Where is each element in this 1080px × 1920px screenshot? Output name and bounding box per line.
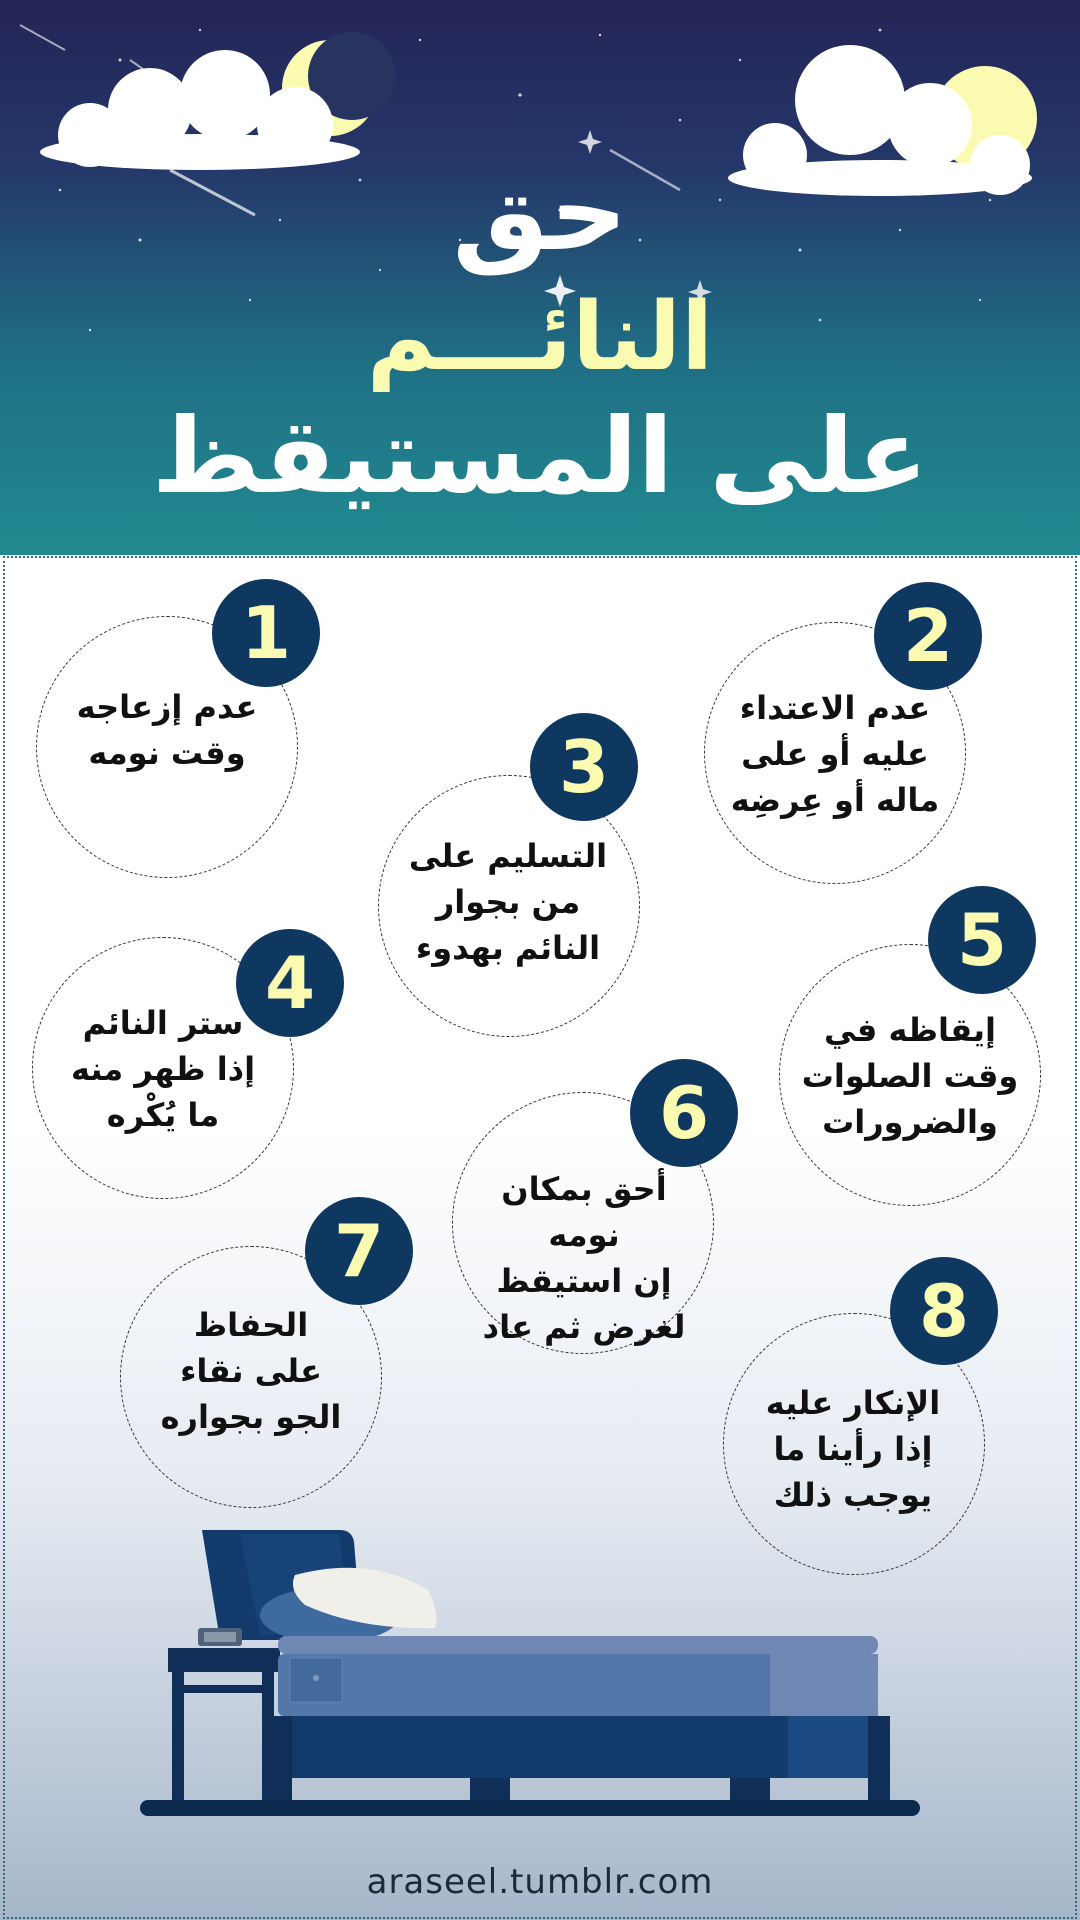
- number-badge: 4: [236, 929, 344, 1037]
- bed-illustration: [140, 1520, 920, 1820]
- number-badge: 2: [874, 582, 982, 690]
- number-badge: 1: [212, 579, 320, 687]
- item-text: الحفاظ على نقاء الجو بجواره: [160, 1306, 342, 1436]
- number-badge: 3: [530, 713, 638, 821]
- number-badge: 5: [928, 886, 1036, 994]
- title-line-2: النائـــم: [366, 283, 714, 392]
- item-text: إيقاظه في وقت الصلوات والضرورات: [801, 1011, 1019, 1141]
- item-text: عدم إزعاجه وقت نومه: [76, 688, 258, 772]
- number-badge: 6: [630, 1059, 738, 1167]
- number-badge: 8: [890, 1257, 998, 1365]
- item-text: عدم الاعتداء عليه أو على ماله أو عِرضِه: [730, 689, 940, 819]
- footer-url: araseel.tumblr.com: [366, 1862, 714, 1902]
- title-line-3: على المستيقظ: [151, 395, 929, 517]
- item-text: الإنكار عليه إذا رأينا ما يوجب ذلك: [765, 1384, 941, 1514]
- item-text: أحق بمكان نومه إن استيقظ لغرض ثم عاد: [482, 1170, 686, 1346]
- night-sky-header: [0, 0, 1080, 555]
- title-line-1: حق: [452, 150, 628, 275]
- number-badge: 7: [305, 1197, 413, 1305]
- item-text: ستر النائم إذا ظهر منه ما يُكْره: [70, 1004, 256, 1134]
- item-text: التسليم على من بجوار النائم بهدوء: [408, 837, 608, 967]
